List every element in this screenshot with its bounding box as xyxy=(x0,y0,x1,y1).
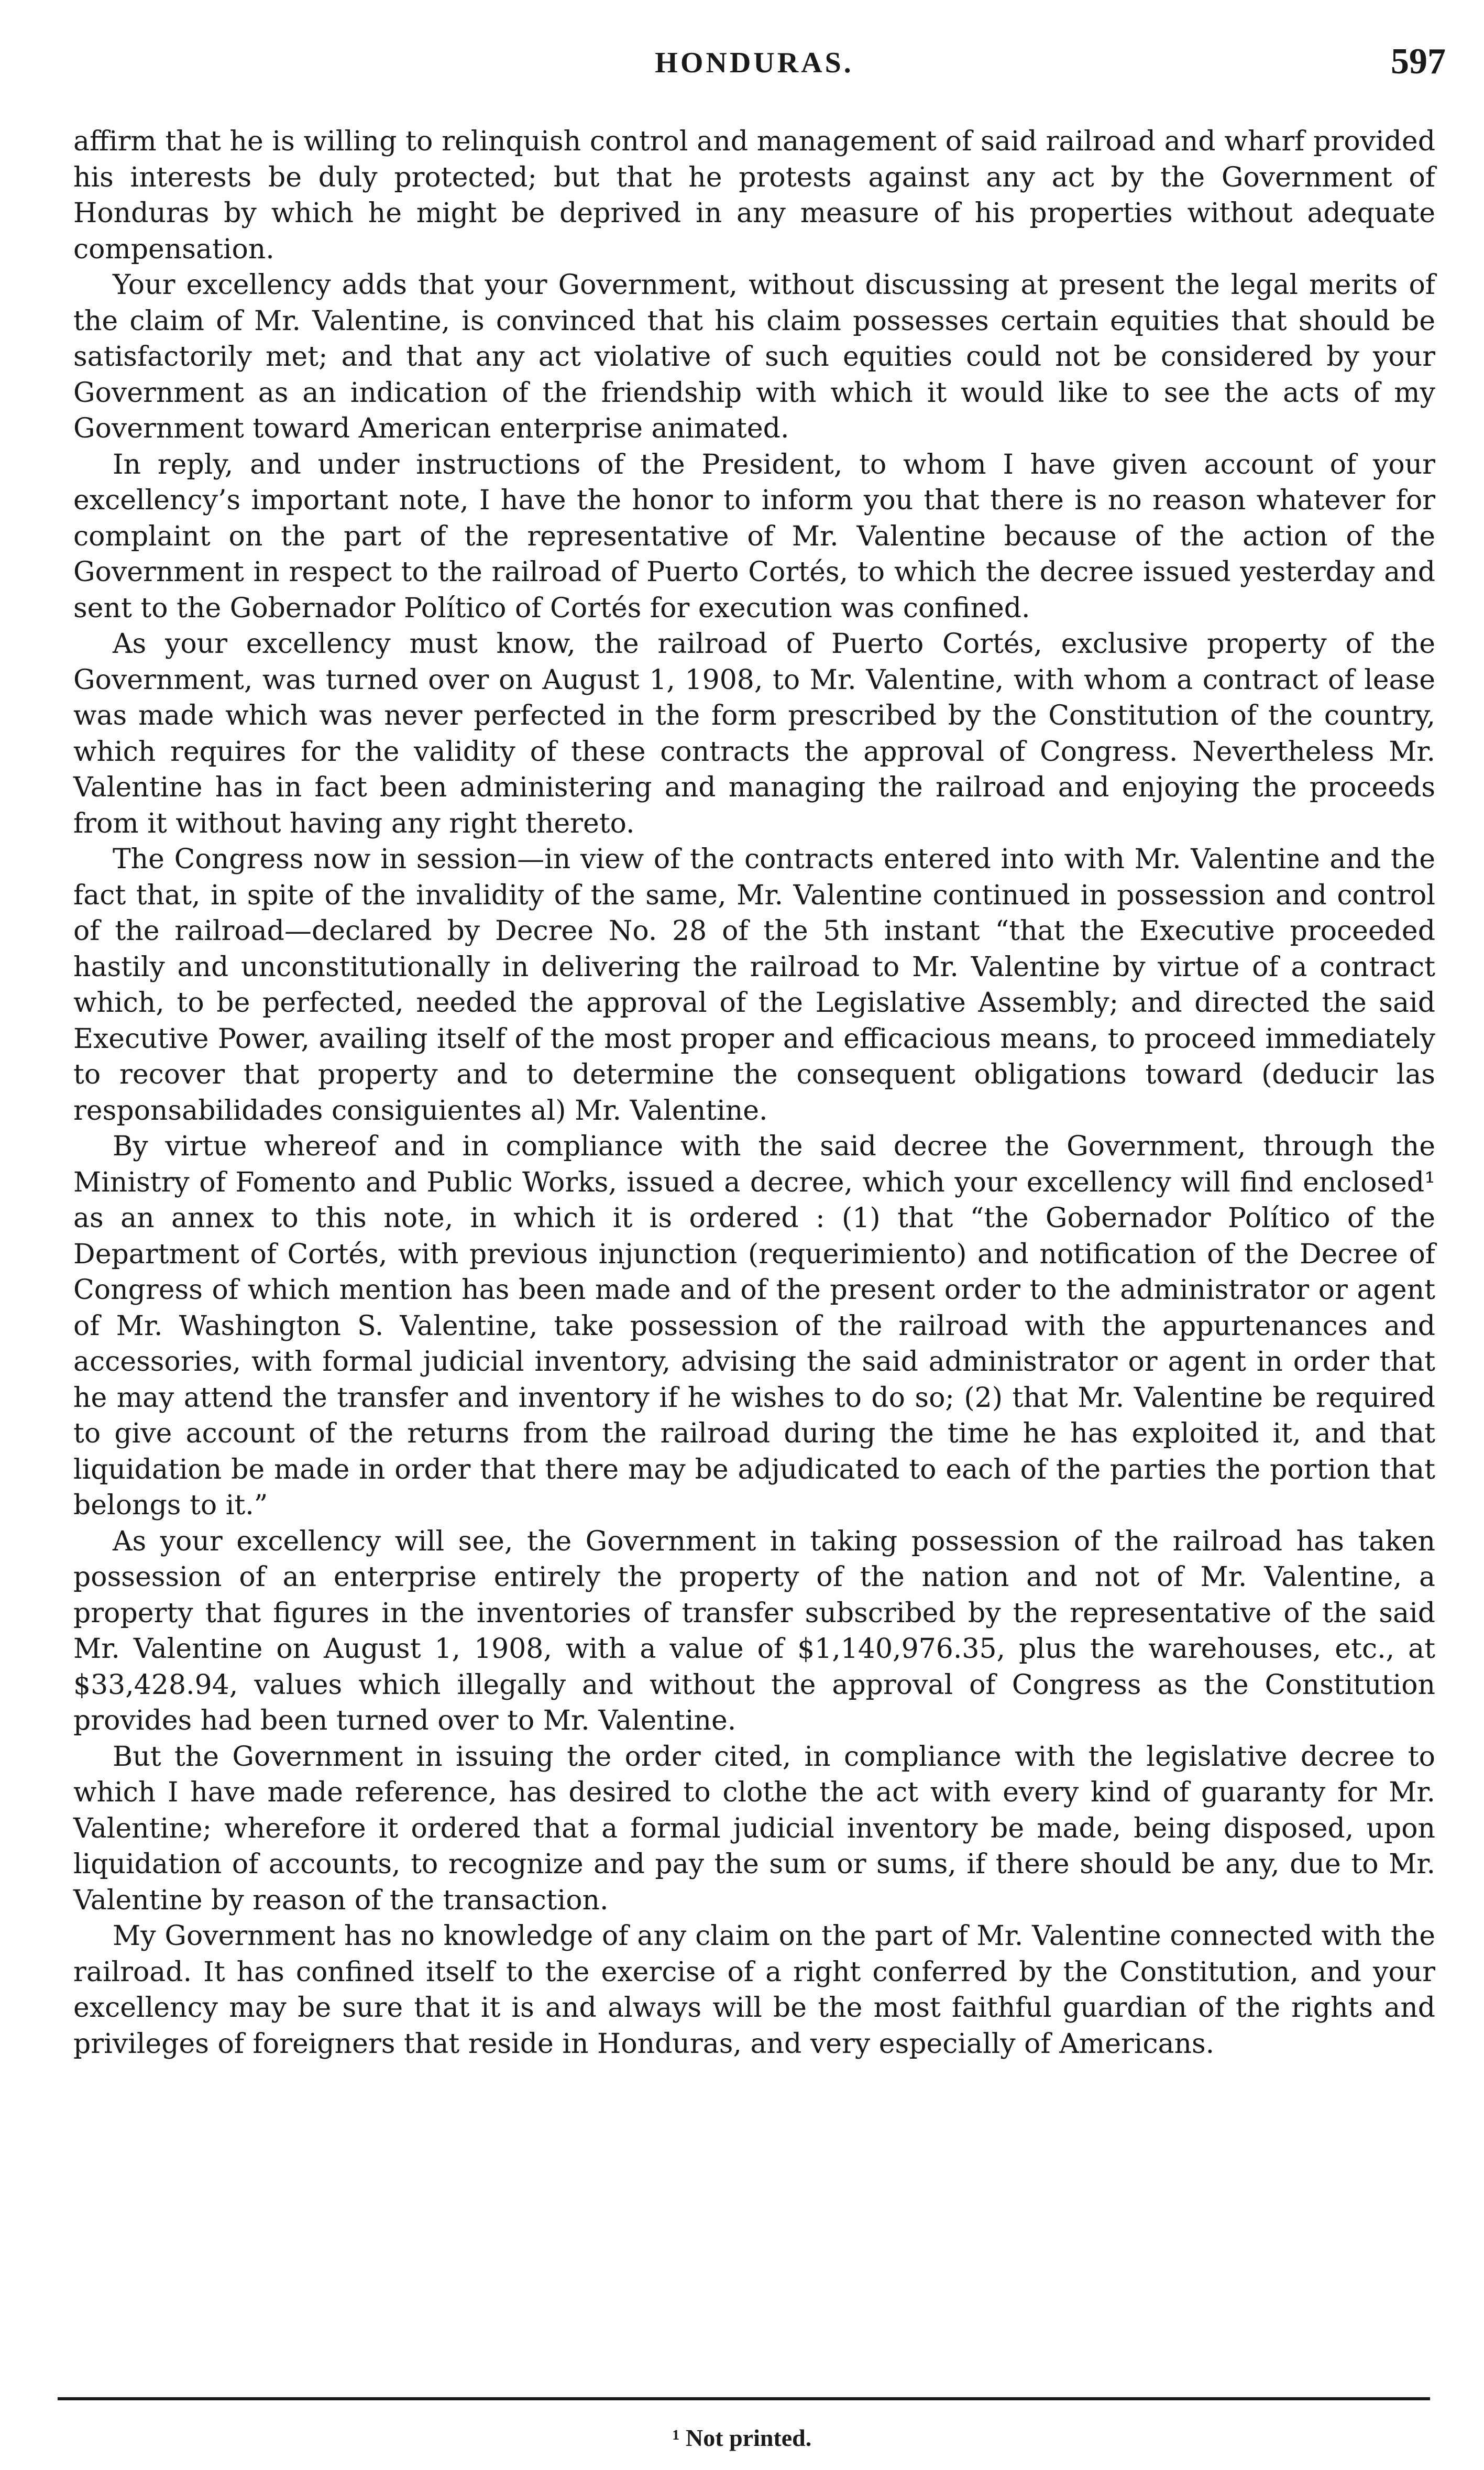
footnote: ¹ Not printed. xyxy=(672,2424,812,2451)
paragraph: The Congress now in session—in view of the contracts entered into with Mr. Valentine and the fact that, in spite of the invalidity of the same, Mr. Valentine continued in possession and control of the railroad—declared by Decree No. 28 of the 5th instant “that the Executive proceeded hastily and unconstitutionally in delivering the railroad to Mr. Valentine by virtue of a contract which, to be perfected, needed the approval of the Legislative Assembly; and directed the said Executive Power, availing itself of the most proper and efficacious means, to proceed immediately to recover that property and to determine the consequent obligations toward (deducir las responsabilidades consiguientes al) Mr. Valentine. xyxy=(73,844,1435,1127)
body-text xyxy=(73,124,1435,2062)
page-header xyxy=(63,41,1446,99)
paragraph: But the Government in issuing the order cited, in compliance with the legislative decree to which I have made reference, has desired to clothe the act with every kind of guaranty for Mr. Valentine; wherefore it ordered that a formal judicial inventory be made, being disposed, upon liquidation of accounts, to recognize and pay the sum or sums, if there should be any, due to Mr. Valentine by reason of the transaction. xyxy=(73,1741,1435,1916)
paragraph: Your excellency adds that your Government, without discussing at present the legal merits of the claim of Mr. Valentine, is convinced that his claim possesses certain equities that should be satisfactorily met; and that any act violative of such equities could not be considered by your Government as an indication of the friendship with which it would like to see the acts of my Government toward American enterprise animated. xyxy=(73,269,1435,444)
paragraph: In reply, and under instructions of the President, to whom I have given account of your excellency’s important note, I have the honor to inform you that there is no reason whatever for complaint on the part of the representative of Mr. Valentine because of the action of the Government in respect to the railroad of Puerto Cortés, to which the decree issued yesterday and sent to the Gobernador Político of Cortés for execution was confined. xyxy=(73,449,1435,624)
paragraph: As your excellency will see, the Government in taking possession of the railroad has taken possession of an enterprise entirely the property of the nation and not of Mr. Valentine, a property that figures in the inventories of transfer subscribed by the representative of the said Mr. Valentine on August 1, 1908, with a value of $1,140,976.35, plus the warehouses, etc., at $33,428.94, values which illegally and without the approval of Congress as the Constitution provides had been turned over to Mr. Valentine. xyxy=(73,1525,1435,1736)
paragraph: My Government has no knowledge of any claim on the part of Mr. Valentine connected with the railroad. It has confined itself to the exercise of a right conferred by the Constitution, and your excellency may be sure that it is and always will be the most faithful guardian of the rights and privileges of foreigners that reside in Honduras, and very especially of Americans. xyxy=(73,1920,1435,2060)
page-number: 597 xyxy=(1391,41,1446,82)
paragraph: By virtue whereof and in compliance with the said decree the Government, through the Ministry of Fomento and Public Works, issued a decree, which your excellency will find enclosed¹ as an annex to this note, in which it is ordered : (1) that “the Gobernador Político of the Department of Cortés, with previous injunction (requerimiento) and notification of the Decree of Congress of which mention has been made and of the present order to the administrator or agent of Mr. Washington S. Valentine, take possession of the railroad with the appurtenances and accessories, with formal judicial inventory, advising the said administrator or agent in order that he may attend the transfer and inventory if he wishes to do so; (2) that Mr. Valentine be required to give account of the returns from the railroad during the time he has exploited it, and that liquidation be made in order that there may be adjudicated to each of the parties the portion that belongs to it.” xyxy=(73,1131,1435,1521)
paragraph: As your excellency must know, the railroad of Puerto Cortés, exclusive property of the Government, was turned over on August 1, 1908, to Mr. Valentine, with whom a contract of lease was made which was never perfected in the form prescribed by the Constitution of the country, which requires for the validity of these contracts the approval of Congress. Nevertheless Mr. Valentine has in fact been administering and managing the railroad and enjoying the proceeds from it without having any right thereto. xyxy=(73,628,1435,839)
running-head: HONDURAS. xyxy=(655,47,854,79)
footnote-divider xyxy=(58,2397,1430,2400)
paragraph: affirm that he is willing to relinquish control and management of said railroad and wharf provided his interests be duly protected; but that he protests against any act by the Government of Honduras by which he might be deprived in any measure of his properties without adequate compensation. xyxy=(73,126,1435,265)
